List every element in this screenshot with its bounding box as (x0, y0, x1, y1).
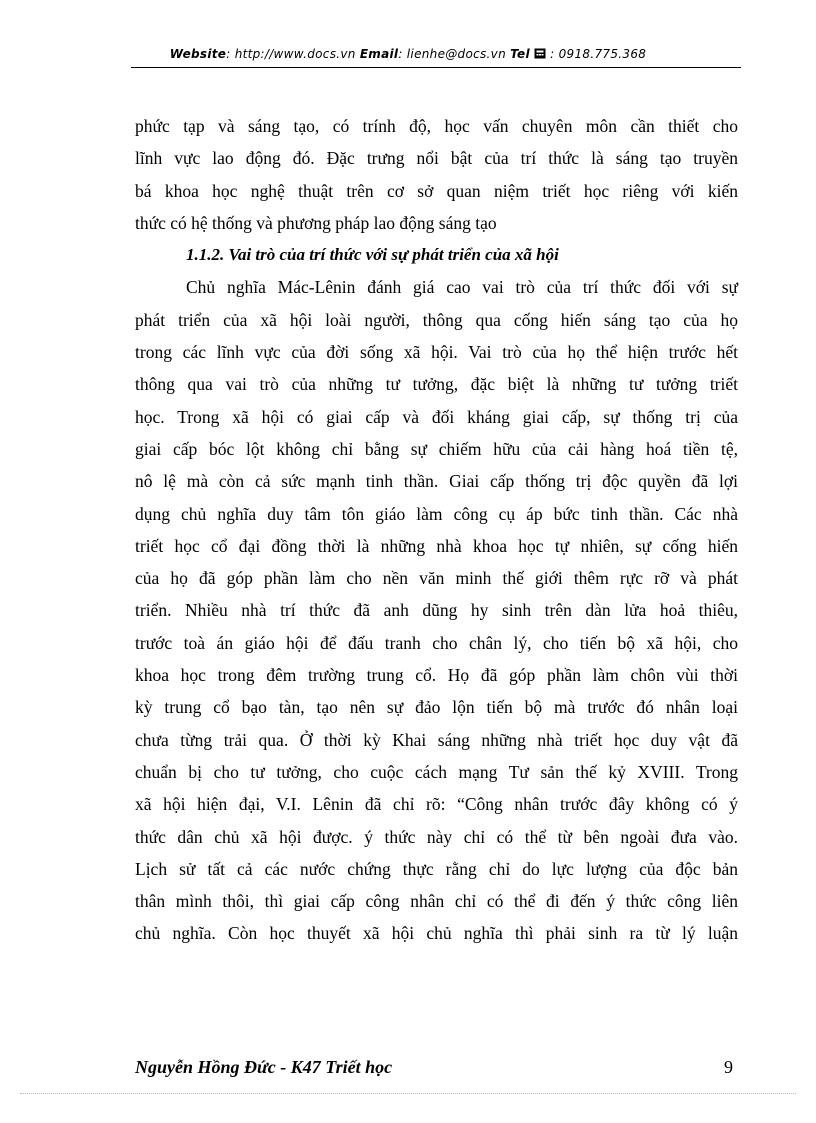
text-line: Chủ nghĩa Mác-Lênin đánh giá cao vai trò của trí thức đối với sự (186, 277, 738, 298)
footer-author: Nguyễn Hồng Đức - K47 Triết học (135, 1057, 393, 1077)
text-line: kỳ trung cổ bạo tàn, tạo nên sự đảo lộn tiến bộ mà trước đó nhân loại (135, 697, 738, 718)
text-line: Lịch sử tất cả các nước chứng thực rằng chỉ do lực lượng của độc bản (135, 858, 738, 879)
section-heading: 1.1.2. Vai trò của trí thức với sự phát triển của xã hội (186, 245, 559, 265)
text-line: lĩnh vực lao động đó. Đặc trưng nổi bật của trí thức là sáng tạo truyền (135, 148, 738, 169)
page-header (0, 47, 816, 61)
text-line: phát triển của xã hội loài người, thông qua cống hiến sáng tạo của họ (135, 309, 738, 330)
email-label: Email (359, 47, 399, 61)
text-line: khoa học trong đêm trường trung cổ. Họ đã góp phần làm chôn vùi thời (135, 665, 738, 686)
phone-icon (534, 47, 550, 61)
text-line: thông qua vai trò của những tư tưởng, đặc biệt là những tư tưởng triết (135, 374, 738, 395)
text-line: triết học cổ đại đồng thời là những nhà khoa học tự nhiên, sự cống hiến (135, 535, 738, 556)
text-line: thân mình thôi, thì giai cấp công nhân chỉ có thể đi đến ý thức công liên (135, 891, 738, 912)
text-line: xã hội hiện đại, V.I. Lênin đã chỉ rõ: “Công nhân trước đây không có ý (135, 794, 738, 815)
text-line: thức có hệ thống và phương pháp lao động sáng tạo (135, 212, 497, 233)
text-line: triển. Nhiều nhà trí thức đã anh dũng hy sinh trên dàn lửa hoả thiêu, (135, 600, 738, 621)
website-value: : http://www.docs.vn (226, 47, 356, 61)
text-line: bá khoa học nghệ thuật trên cơ sở quan niệm triết học riêng với kiến (135, 180, 738, 201)
page-bottom-divider (20, 1093, 796, 1094)
text-line: phức tạp và sáng tạo, có trính độ, học vấn chuyên môn cần thiết cho (135, 116, 738, 136)
text-line: dụng chủ nghĩa duy tâm tôn giáo làm công cụ áp bức tinh thần. Các nhà (135, 503, 738, 524)
document-body (135, 110, 738, 950)
tel-label: Tel (510, 47, 530, 61)
text-line: chủ nghĩa. Còn học thuyết xã hội chủ nghĩa thì phải sinh ra từ lý luận (135, 923, 738, 944)
text-line: trong các lĩnh vực của đời sống xã hội. Vai trò của họ thể hiện trước hết (135, 342, 738, 363)
paragraph-1 (135, 110, 738, 239)
text-line: chưa từng trải qua. Ở thời kỳ Khai sáng những nhà triết học duy vật đã (135, 729, 738, 750)
website-label: Website (169, 47, 227, 61)
tel-value: : 0918.775.368 (550, 47, 647, 61)
text-line: trước toà án giáo hội để đấu tranh cho chân lý, cho tiến bộ xã hội, cho (135, 632, 738, 653)
email-value: : lienhe@docs.vn (398, 47, 506, 61)
text-line: nô lệ mà còn cả sức mạnh tinh thần. Giai cấp thống trị độc quyền đã lợi (135, 471, 738, 492)
text-line: chuẩn bị cho tư tưởng, cho cuộc cách mạng Tư sản thế kỷ XVIII. Trong (135, 761, 738, 782)
text-line: học. Trong xã hội có giai cấp và đối kháng giai cấp, sự thống trị của (135, 406, 738, 427)
text-line: thức dân chủ xã hội được. ý thức này chỉ có thể từ bên ngoài đưa vào. (135, 826, 738, 847)
page-number: 9 (724, 1057, 733, 1077)
header-divider (131, 67, 741, 68)
text-line: của họ đã góp phần làm cho nền văn minh thế giới thêm rực rỡ và phát (135, 568, 738, 589)
paragraph-2 (135, 271, 738, 949)
text-line: giai cấp bóc lột không chỉ bằng sự chiếm hữu của cải hàng hoá tiền tệ, (135, 438, 738, 459)
